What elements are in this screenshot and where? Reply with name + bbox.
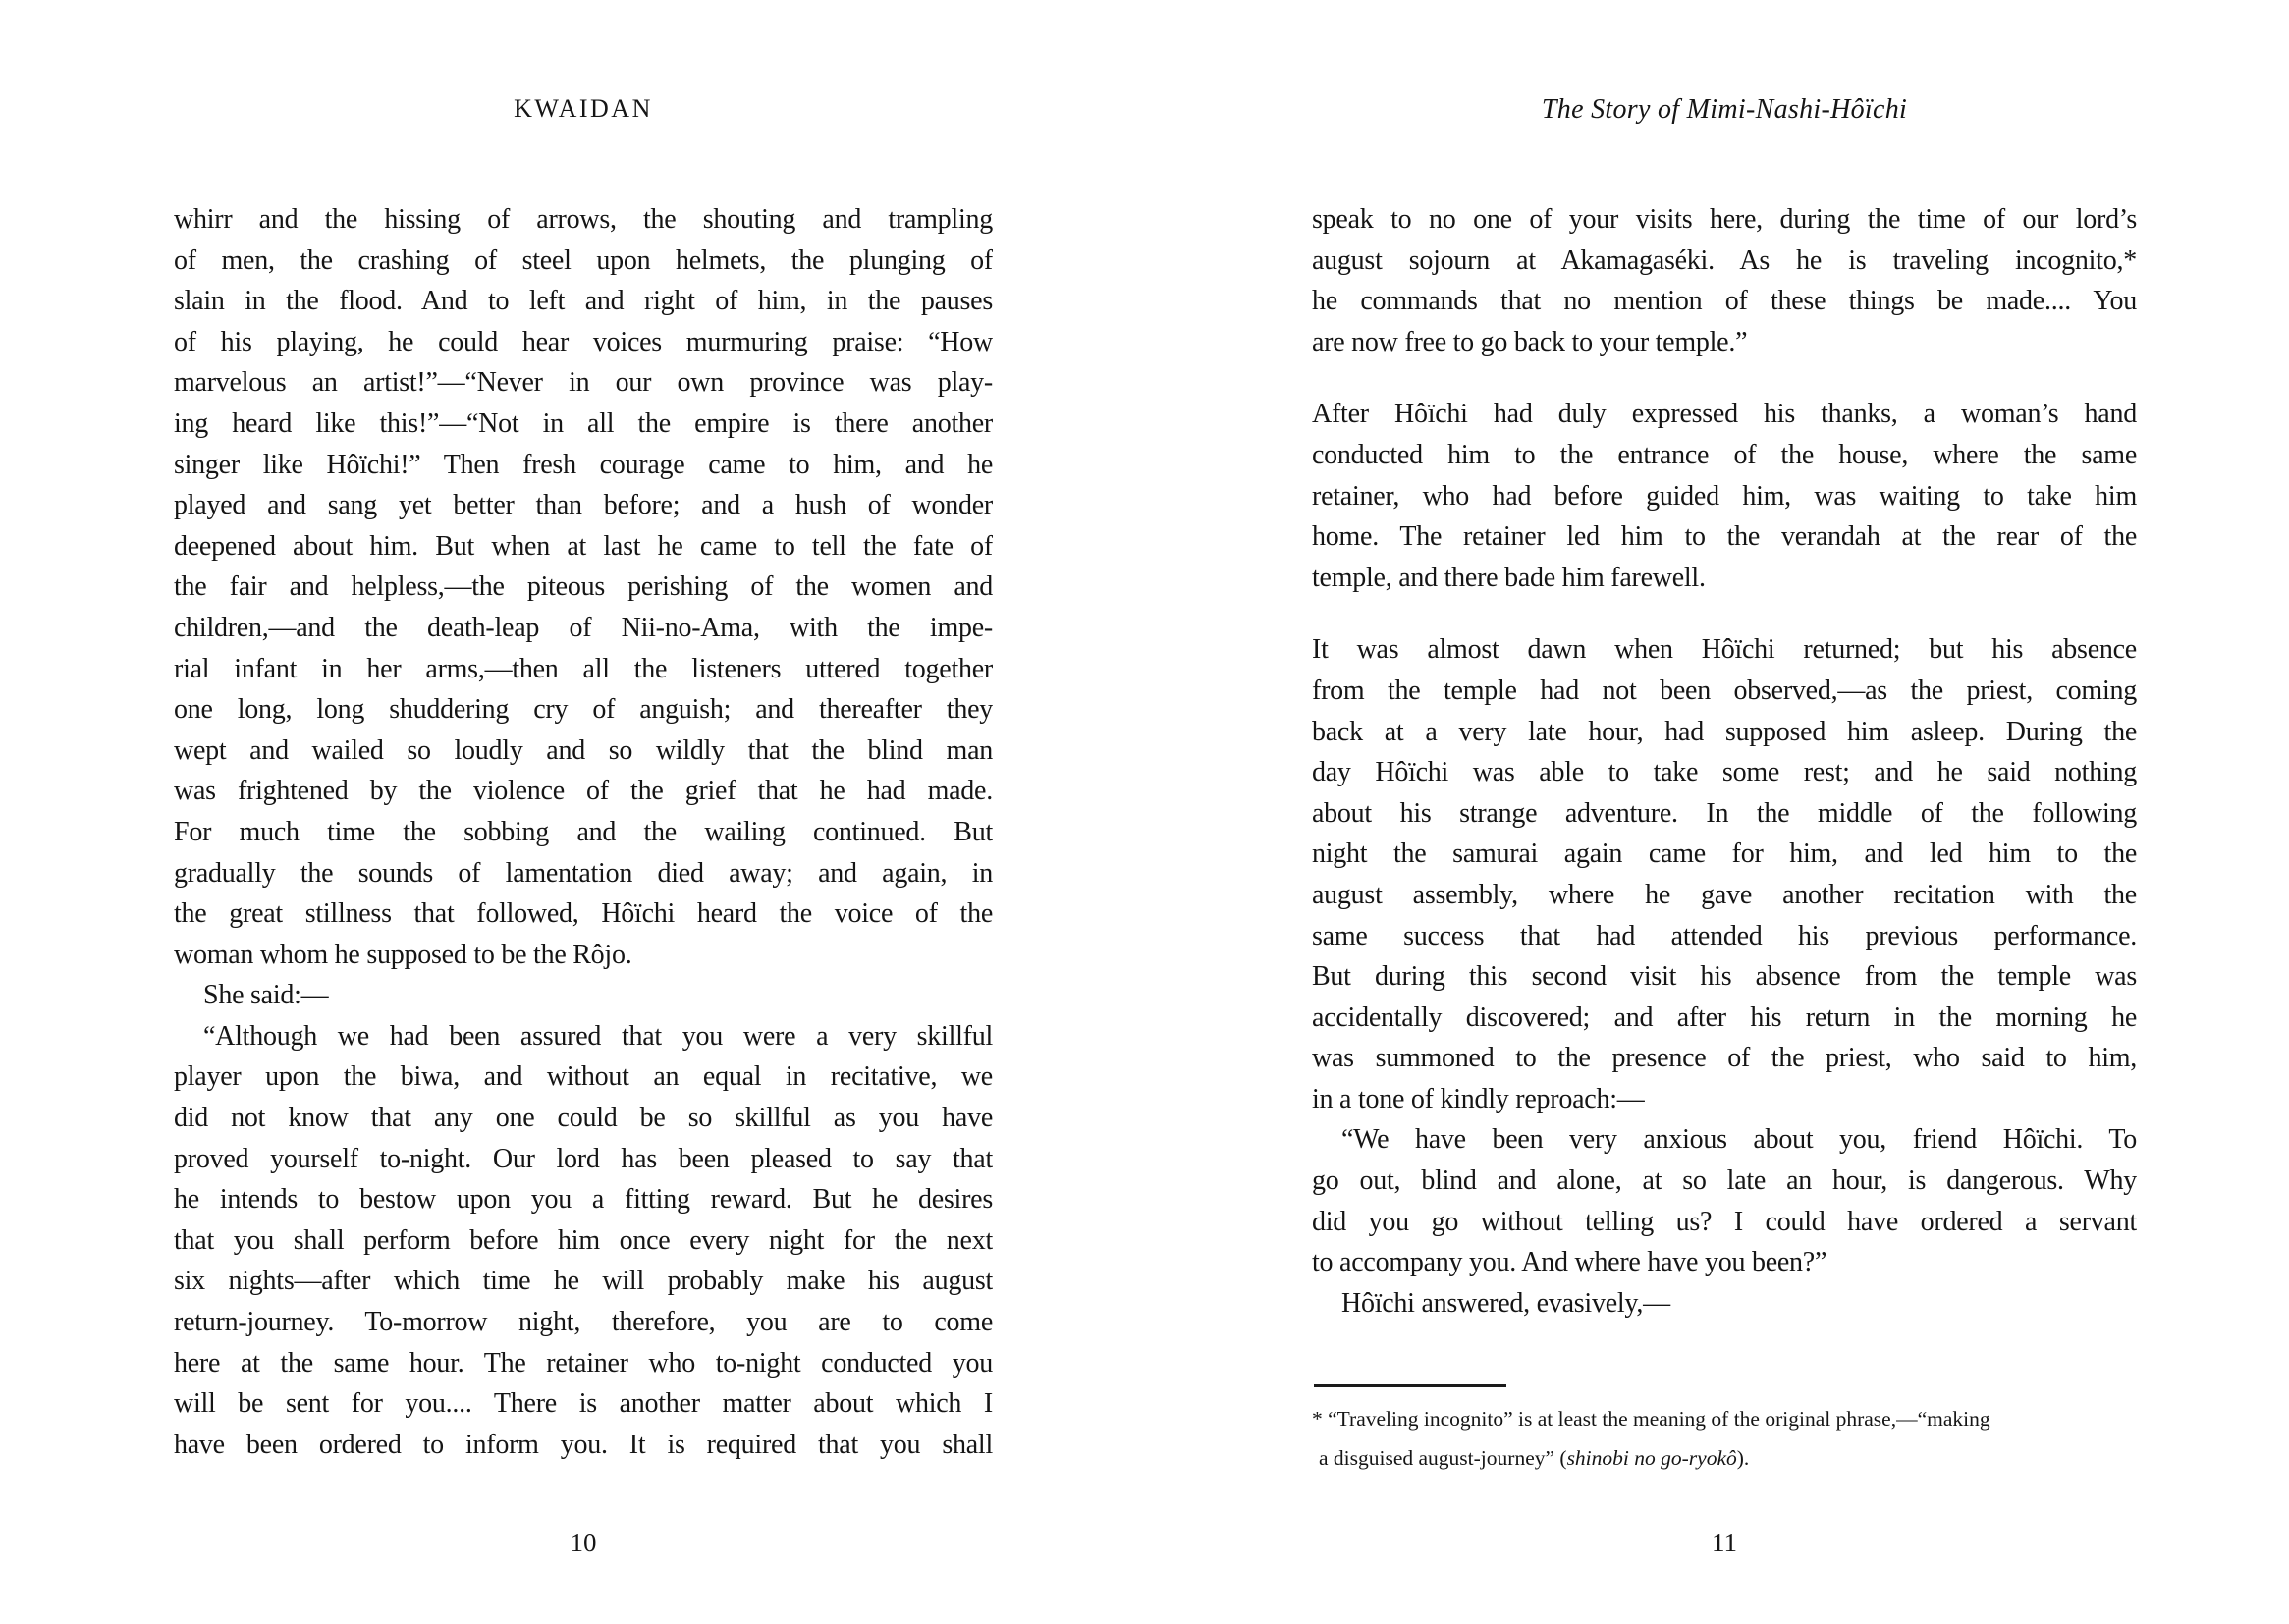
- text-line: Hôïchi answered, evasively,—: [1341, 1287, 1670, 1319]
- text-line: marvelous an artist!”—“Never in our own province was play-: [174, 367, 993, 399]
- text-line: It was almost dawn when Hôïchi returned; but his absence: [1312, 634, 2137, 666]
- text-line: of his playing, he could hear voices murmuring praise: “How: [174, 326, 993, 357]
- text-line: was frightened by the violence of the grief that he had made.: [174, 776, 993, 807]
- footnote-text: ).: [1736, 1446, 1750, 1470]
- text-line: accidentally discovered; and after his return in the morning he: [1312, 1001, 2137, 1033]
- text-line: “We have been very anxious about you, friend Hôïchi. To: [1341, 1124, 2137, 1156]
- text-line: temple, and there bade him farewell.: [1312, 562, 1706, 593]
- text-line: gradually the sounds of lamentation died away; and again, in: [174, 857, 993, 889]
- text-line: proved yourself to-night. Our lord has been pleased to say that: [174, 1143, 993, 1174]
- text-line: speak to no one of your visits here, during the time of our lord’s: [1312, 204, 2137, 235]
- running-header-right: The Story of Mimi-Nashi-Hôïchi: [1541, 94, 1908, 125]
- text-line: did you go without telling us? I could have ordered a servant: [1312, 1206, 2137, 1237]
- text-line: same success that had attended his previous performance.: [1312, 920, 2137, 951]
- text-line: back at a very late hour, had supposed him asleep. During the: [1312, 716, 2137, 747]
- footnote-text: a disguised august-journey” (: [1319, 1446, 1567, 1470]
- text-line: whirr and the hissing of arrows, the shouting and trampling: [174, 204, 993, 235]
- text-line: wept and wailed so loudly and so wildly that the blind man: [174, 734, 993, 766]
- text-line: children,—and the death-leap of Nii-no-Ama, with the impe-: [174, 612, 993, 643]
- running-header-left: KWAIDAN: [514, 94, 653, 123]
- text-line: But during this second visit his absence from the temple was: [1312, 961, 2137, 993]
- text-line: deepened about him. But when at last he came to tell the fate of: [174, 530, 993, 562]
- text-line: night the samurai again came for him, and led him to the: [1312, 839, 2137, 870]
- text-line: woman whom he supposed to be the Rôjo.: [174, 939, 632, 970]
- text-line: player upon the biwa, and without an equal in recitative, we: [174, 1061, 993, 1093]
- text-line: rial infant in her arms,—then all the listeners uttered together: [174, 653, 993, 684]
- text-line: retainer, who had before guided him, was waiting to take him: [1312, 480, 2137, 512]
- page-number-right: 11: [1712, 1528, 1737, 1557]
- text-line: august assembly, where he gave another recitation with the: [1312, 879, 2137, 910]
- text-line: from the temple had not been observed,—as the priest, coming: [1312, 675, 2137, 706]
- footnote: [1312, 1384, 2137, 1478]
- text-line: return-journey. To-morrow night, therefore, you are to come: [174, 1307, 993, 1338]
- footnote-line-2: [1312, 1438, 2137, 1478]
- text-line: played and sang yet better than before; and a hush of wonder: [174, 490, 993, 521]
- text-line: have been ordered to inform you. It is required that you shall: [174, 1429, 993, 1460]
- page-right-body: [1312, 199, 2137, 1324]
- text-line: home. The retainer led him to the verandah at the rear of the: [1312, 521, 2137, 553]
- text-line: go out, blind and alone, at so late an hour, is dangerous. Why: [1312, 1165, 2137, 1197]
- text-line: ing heard like this!”—“Not in all the empire is there another: [174, 407, 993, 439]
- text-line: in a tone of kindly reproach:—: [1312, 1083, 1645, 1114]
- text-line: to accompany you. And where have you been?”: [1312, 1247, 1827, 1278]
- text-line: are now free to go back to your temple.”: [1312, 326, 1748, 357]
- text-line: that you shall perform before him once every night for the next: [174, 1224, 993, 1256]
- text-line: “Although we had been assured that you were a very skillful: [203, 1020, 993, 1052]
- text-line: one long, long shuddering cry of anguish; and thereafter they: [174, 694, 993, 726]
- text-line: six nights—after which time he will probably make his august: [174, 1266, 993, 1297]
- text-line: will be sent for you.... There is another matter about which I: [174, 1388, 993, 1420]
- text-line: the fair and helpless,—the piteous perishing of the women and: [174, 571, 993, 603]
- text-line: She said:—: [203, 980, 329, 1011]
- page-left-body: [174, 199, 993, 1465]
- text-line: was summoned to the presence of the priest, who said to him,: [1312, 1043, 2137, 1074]
- text-line: he intends to bestow upon you a fitting reward. But he desires: [174, 1184, 993, 1216]
- footnote-rule: [1314, 1384, 1506, 1387]
- text-line: about his strange adventure. In the middle of the following: [1312, 797, 2137, 829]
- text-line: here at the same hour. The retainer who to-night conducted you: [174, 1347, 993, 1379]
- text-line: conducted him to the entrance of the house, where the same: [1312, 439, 2137, 470]
- text-line: he commands that no mention of these things be made.... You: [1312, 286, 2137, 317]
- text-line: slain in the flood. And to left and right of him, in the pauses: [174, 286, 993, 317]
- text-line: did not know that any one could be so skillful as you have: [174, 1103, 993, 1134]
- page-number-left: 10: [570, 1528, 597, 1557]
- text-line: day Hôïchi was able to take some rest; and he said nothing: [1312, 757, 2137, 788]
- page-left: [174, 0, 993, 1624]
- footnote-italic-phrase: shinobi no go-ryokô: [1566, 1446, 1737, 1470]
- text-line: the great stillness that followed, Hôïchi heard the voice of the: [174, 898, 993, 930]
- page-right: [1312, 0, 2137, 1624]
- text-line: After Hôïchi had duly expressed his thanks, a woman’s hand: [1312, 399, 2137, 430]
- text-line: of men, the crashing of steel upon helmets, the plunging of: [174, 244, 993, 276]
- text-line: singer like Hôïchi!” Then fresh courage came to him, and he: [174, 449, 993, 480]
- footnote-line-1: * “Traveling incognito” is at least the meaning of the original phrase,—“making: [1312, 1407, 1990, 1431]
- text-line: august sojourn at Akamagaséki. As he is traveling incognito,*: [1312, 244, 2137, 276]
- text-line: For much time the sobbing and the wailing continued. But: [174, 816, 993, 847]
